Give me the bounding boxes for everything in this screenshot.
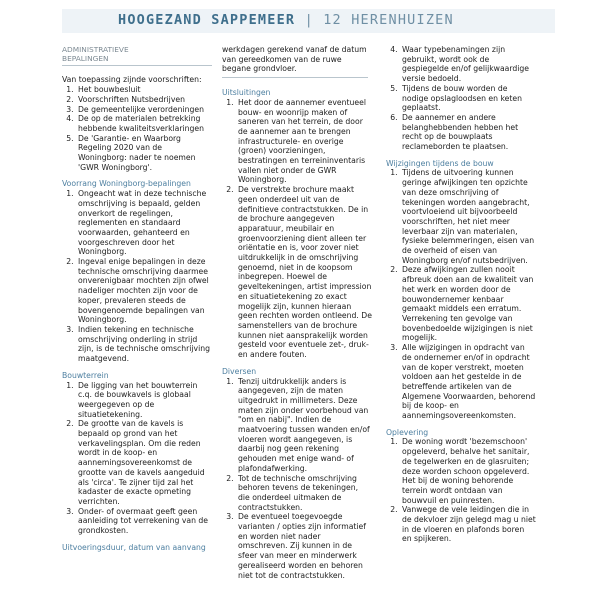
list-item: 1. Tijdens de uitvoering kunnen geringe afwijkingen ten opzichte van deze omschrijving of tekeningen worden aangebracht, voortvloeiend uit bijvoorbeeld voorschriften, het niet meer leverbaar zijn van materialen, fysieke belemmeringen, eisen van de overheid of eisen van Woningborg en/of nutsbedrijven.	[400, 168, 536, 265]
list-item: 1. Het bouwbesluit	[76, 85, 212, 95]
heading-bouwterrein: Bouwterrein	[62, 370, 109, 380]
oplevering-list	[386, 437, 536, 544]
divider	[222, 77, 368, 78]
list-item: 1. De ligging van het bouwterrein c.q. de bouwkavels is globaal weergegeven op de situatietekening.	[76, 381, 212, 420]
column-3	[386, 45, 536, 544]
title-separator: |	[304, 12, 314, 28]
heading-uitvoering: Uitvoeringsduur, datum van aanvang	[62, 542, 206, 552]
heading-uitsluitingen: Uitsluitingen	[222, 88, 271, 98]
project-subtitle: 12 HERENHUIZEN	[323, 12, 454, 28]
list-item: 3. De eventueel toegevoegde varianten / opties zijn informatief en worden niet nader omschreven. Zij kunnen in de sfeer van meer en minderwerk gerealiseerd worden en behoren niet tot de contractstukken.	[236, 512, 372, 580]
continued-text: werkdagen gerekend vanaf de datum van gereedkomen van de ruwe begane grondvloer.	[222, 45, 367, 74]
list-item: 1. Het door de aannemer eventueel bouw- en woonrijp maken of saneren van het terrein, de door de aannemer aan te brengen infrastructurele- en overige (groen) voorzieningen, bestratingen en terreininventaris vallen niet onder de GWR Woningborg.	[236, 98, 372, 185]
heading-woningborg: Voorrang Woningborg-bepalingen	[62, 179, 191, 189]
bouwterrein-list	[62, 381, 212, 536]
list-item: 2. De grootte van de kavels is bepaald op grond van het verkavelingsplan. Om die reden wordt in de koop- en aannemingsovereenkomst de grootte van de kavels aangeduid als 'circa'. Te zijner tijd zal het kadaster de exacte opmeting verrichten.	[76, 419, 212, 506]
uitsluitingen-list	[222, 98, 372, 360]
list-item: 1. De woning wordt 'bezemschoon' opgeleverd, behalve het sanitair, de tegelwerken en de glasruiten; deze worden schoon opgeleverd. Het bij de woning behorende terrein wordt ontdaan van bouwvuil en puinresten.	[400, 437, 536, 505]
list-item: 1. Ongeacht wat in deze technische omschrijving is bepaald, gelden onverkort de regelingen, reglementen en standaard voorwaarden, gehanteerd en voorgeschreven door het Woningborg.	[76, 189, 212, 257]
woningborg-list	[62, 189, 212, 364]
heading-oplevering: Oplevering	[386, 427, 429, 437]
document-title	[118, 12, 454, 28]
page-header	[0, 0, 595, 42]
list-item: 3. Onder- of overmaat geeft geen aanleiding tot verrekening van de grondkosten.	[76, 507, 212, 536]
section-label-line1: ADMINISTRATIEVE	[62, 45, 129, 54]
list-item: 2. Ingeval enige bepalingen in deze technische omschrijving daarmee onverenigbaar mochten zijn ofwel nadeliger mochten zijn voor de koper, prevaleren steeds de bovengenoemde bepalingen van Woningborg.	[76, 257, 212, 325]
diversen-list	[222, 377, 372, 581]
list-item: 5. Tijdens de bouw worden de nodige opslagloodsen en keten geplaatst.	[400, 84, 536, 113]
list-item: 4. Waar typebenamingen zijn gebruikt, wordt ook de gespiegelde en/of gelijkwaardige versie bedoeld.	[400, 45, 536, 84]
list-item: 2. De verstrekte brochure maakt geen onderdeel uit van de definitieve contractstukken. De in de brochure aangegeven apparatuur, meubilair en groenvoorziening dient alleen ter oriëntatie en is, voor zover niet uitdrukkelijk in de omschrijving genoemd, niet in de koopsom inbegrepen. Hoewel de geveltekeningen, artist impression en situatietekening zo exact mogelijk zijn, kunnen hieraan geen rechten worden ontleend. De samenstellers van de brochure kunnen niet aansprakelijk worden gesteld voor eventuele zet-, druk- en andere fouten.	[236, 185, 372, 360]
divider	[62, 65, 212, 66]
list-item: 5. De 'Garantie- en Waarborg Regeling 2020 van de Woningborg: nader te noemen 'GWR Woningborg'.	[76, 134, 212, 173]
heading-wijzigingen: Wijzigingen tijdens de bouw	[386, 158, 494, 168]
list-item: 3. De gemeentelijke verordeningen	[76, 105, 212, 115]
column-2	[222, 45, 372, 580]
section-label	[62, 45, 212, 63]
regulations-list	[62, 85, 212, 172]
list-item: 2. Deze afwijkingen zullen nooit afbreuk doen aan de kwaliteit van het werk en worden door de bouwondernemer kenbaar gemaakt middels een erratum. Verrekening ten gevolge van bovenbedoelde wijzigingen is niet mogelijk.	[400, 265, 536, 343]
list-item: 6. De aannemer en andere belanghebbenden hebben het recht op de bouwplaats reclameborden te plaatsen.	[400, 113, 536, 152]
project-name: HOOGEZAND SAPPEMEER	[118, 12, 296, 28]
heading-diversen: Diversen	[222, 366, 257, 376]
list-item: 3. Alle wijzigingen in opdracht van de ondernemer en/of in opdracht van de koper verstrekt, moeten voldoen aan het gestelde in de betreffende artikelen van de Algemene Voorwaarden, behorend bij de koop- en aannemingsovereenkomsten.	[400, 343, 536, 421]
list-item: 1. Tenzij uitdrukkelijk anders is aangegeven, zijn de maten uitgedrukt in millimeters. Deze maten zijn onder voorbehoud van "om en nabij". Indien de maatvoering tussen wanden en/of vloeren wordt aangegeven, is daarbij nog geen rekening gehouden met enige wand- of plafondafwerking.	[236, 377, 372, 474]
column-1	[62, 45, 212, 552]
list-item: 2. Voorschriften Nutsbedrijven	[76, 95, 212, 105]
list-item: 3. Indien tekening en technische omschrijving onderling in strijd zijn, is de technische omschrijving maatgevend.	[76, 325, 212, 364]
diversen-list-continued	[386, 45, 536, 152]
list-item: 4. De op de materialen betrekking hebbende kwaliteitsverklaringen	[76, 114, 212, 133]
section-label-line2: BEPALINGEN	[62, 54, 109, 64]
list-item: 2. Tot de technische omschrijving behoren tevens de tekeningen, die onderdeel uitmaken de contractstukken.	[236, 474, 372, 513]
wijzigingen-list	[386, 168, 536, 420]
intro-text: Van toepassing zijnde voorschriften:	[62, 75, 202, 85]
list-item: 2. Vanwege de vele leidingen die in de dekvloer zijn gelegd mag u niet in de vloeren en plafonds boren en spijkeren.	[400, 505, 536, 544]
